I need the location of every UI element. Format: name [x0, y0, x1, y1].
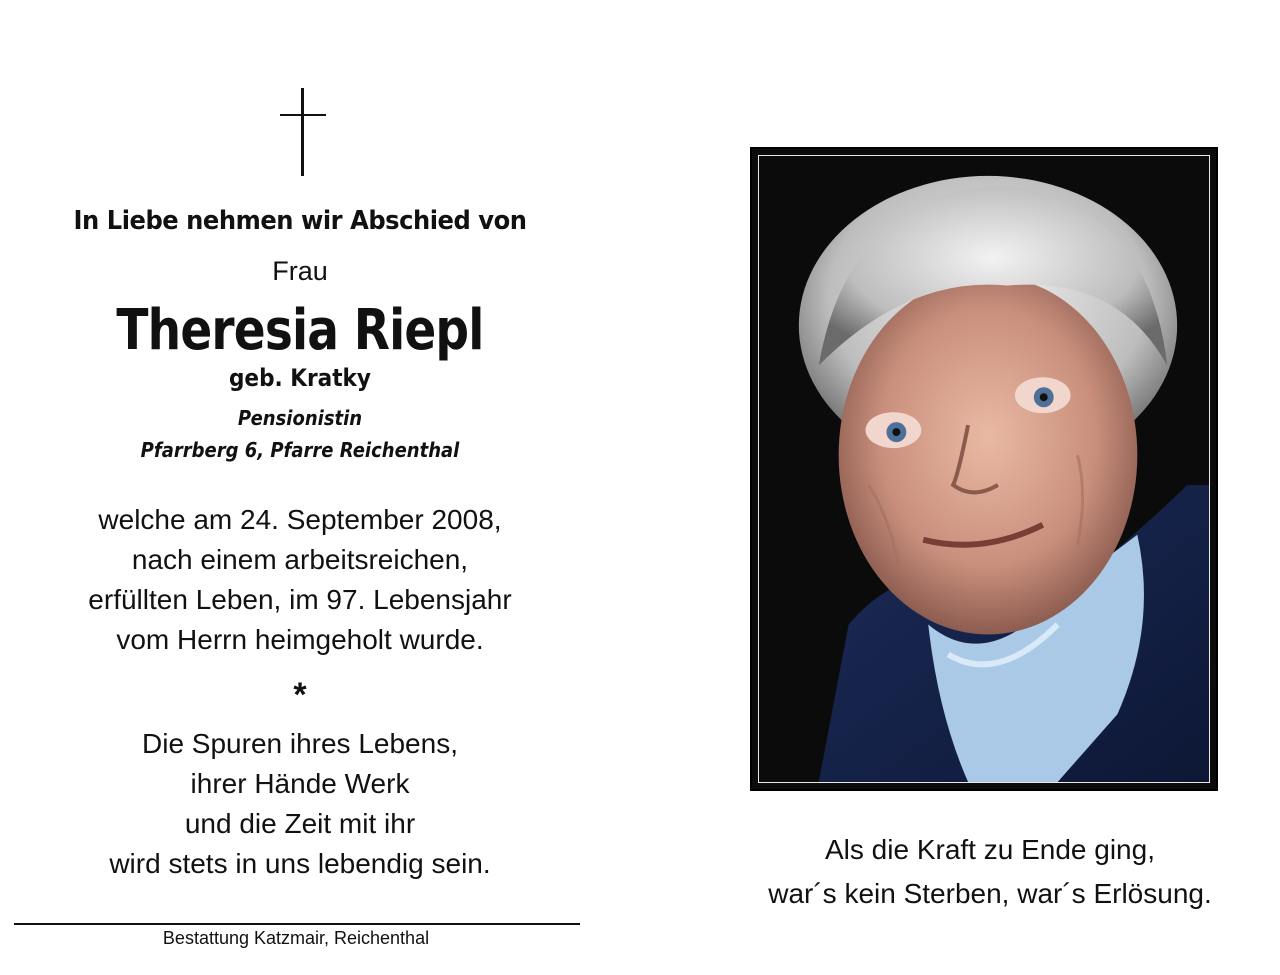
portrait-photo — [758, 155, 1210, 783]
death-notice — [0, 500, 600, 660]
closing-quote — [700, 828, 1280, 916]
occupation: Pensionistin — [237, 406, 363, 430]
intro-line: In Liebe nehmen wir Abschied von — [73, 206, 527, 236]
death-notice-line: welche am 24. September 2008, — [98, 504, 502, 535]
quote-line: war´s kein Sterben, war´s Erlösung. — [768, 878, 1212, 909]
portrait-illustration — [759, 156, 1209, 782]
quote-line: Als die Kraft zu Ende ging, — [825, 834, 1155, 865]
address: Pfarrberg 6, Pfarre Reichenthal — [140, 438, 460, 462]
separator-asterisk: * — [293, 676, 307, 714]
deceased-name: Theresia Riepl — [116, 298, 484, 363]
maiden-name: geb. Kratky — [228, 364, 372, 392]
verse-line: Die Spuren ihres Lebens, — [142, 728, 458, 759]
salutation: Frau — [272, 256, 328, 286]
footer-divider — [14, 923, 580, 925]
verse-line: und die Zeit mit ihr — [184, 808, 416, 839]
portrait-photo-frame — [750, 147, 1218, 791]
verse — [0, 724, 600, 884]
card-text-panel — [0, 0, 600, 975]
death-notice-line: vom Herrn heimgeholt wurde. — [116, 624, 484, 655]
latin-cross-icon — [280, 88, 326, 176]
undertaker-credit: Bestattung Katzmair, Reichenthal — [162, 928, 430, 948]
death-notice-line: nach einem arbeitsreichen, — [131, 544, 469, 575]
death-notice-line: erfüllten Leben, im 97. Lebensjahr — [88, 584, 512, 615]
verse-line: ihrer Hände Werk — [190, 768, 410, 799]
verse-line: wird stets in uns lebendig sein. — [109, 848, 491, 879]
